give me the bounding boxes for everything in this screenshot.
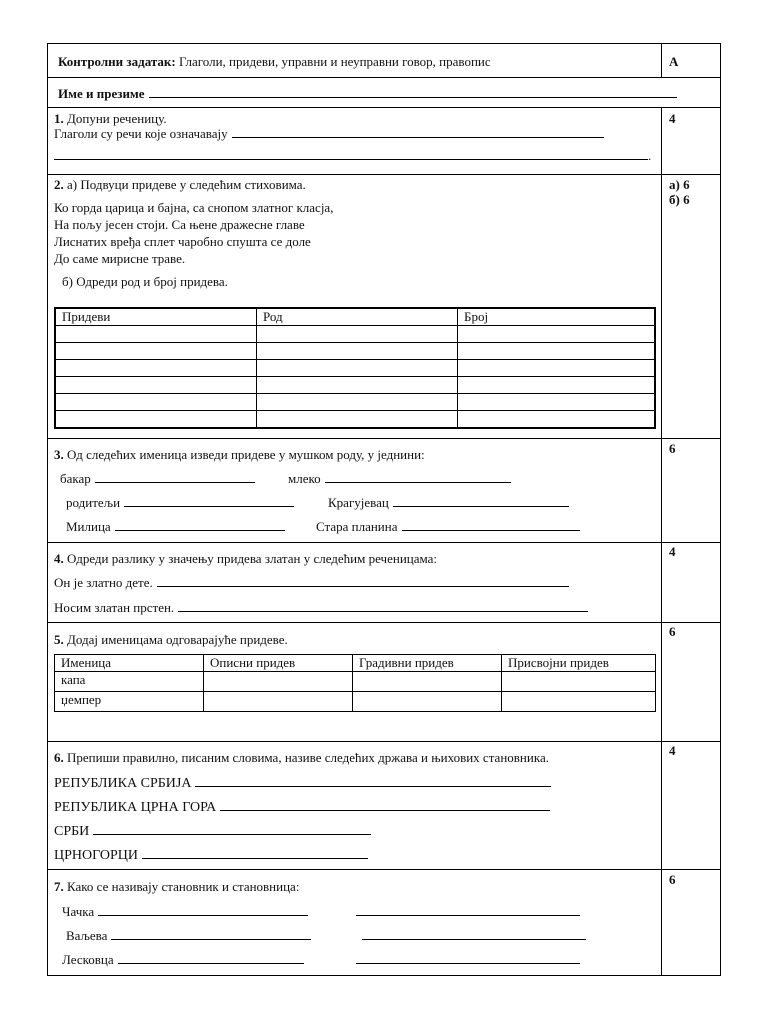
divider (48, 622, 720, 623)
answer-cell[interactable] (502, 672, 656, 692)
q4-answer-1[interactable]: Он је златно дете. (54, 575, 569, 590)
q2-points-a: а) 6 (669, 177, 690, 192)
answer-cell[interactable] (55, 411, 257, 429)
answer-cell[interactable] (458, 343, 656, 360)
q6-item[interactable]: СРБИ (54, 823, 371, 839)
q3-points: 6 (669, 441, 676, 456)
table-row (55, 411, 655, 429)
table-row (55, 394, 655, 411)
table-header: Градивни придев (353, 655, 502, 672)
q5-points: 6 (669, 624, 676, 639)
q7-item[interactable]: Лесковца (62, 952, 304, 967)
q7-instruction: 7. Како се називају становник и становница: (54, 879, 300, 894)
table-header: Род (257, 308, 458, 326)
divider (48, 542, 720, 543)
poem-line: Лиснатих вређа сплет чаробно спушта се доле (54, 234, 311, 249)
poem-line: Ко горда царица и бајна, са снопом златног класја, (54, 200, 334, 215)
table-row (55, 360, 655, 377)
q2-points-b: б) 6 (669, 192, 690, 207)
q4-answer-2[interactable]: Носим златан прстен. (54, 600, 588, 615)
q4-points: 4 (669, 544, 676, 559)
noun-cell: џемпер (55, 692, 204, 712)
answer-cell[interactable] (502, 692, 656, 712)
q6-points: 4 (669, 743, 676, 758)
q2-instruction-a: 2. а) Подвуци придеве у следећим стиховима. (54, 177, 306, 192)
table-header: Присвојни придев (502, 655, 656, 672)
q6-instruction: 6. Препиши правилно, писаним словима, називе следећих држава и њихових становника. (54, 750, 549, 765)
q7-item[interactable]: Чачка (62, 904, 308, 919)
divider (48, 741, 720, 742)
q1-points: 4 (669, 111, 676, 126)
worksheet-frame (47, 43, 721, 976)
name-field[interactable]: Име и презиме (58, 86, 677, 101)
divider (48, 107, 720, 108)
answer-cell[interactable] (55, 377, 257, 394)
q3-item[interactable]: Милица (66, 519, 285, 534)
table-row (55, 326, 655, 343)
q1-instruction: 1. Допуни реченицу. (54, 111, 167, 126)
answer-cell[interactable] (204, 692, 353, 712)
q7-points: 6 (669, 872, 676, 887)
q6-item[interactable]: РЕПУБЛИКА СРБИЈА (54, 775, 551, 791)
column-divider (661, 44, 662, 77)
answer-cell[interactable] (55, 394, 257, 411)
q4-instruction: 4. Одреди разлику у значењу придева златан у следећим реченицама: (54, 551, 438, 566)
nouns-table (54, 654, 656, 712)
answer-cell[interactable] (55, 326, 257, 343)
divider (48, 174, 720, 175)
table-row (55, 377, 655, 394)
answer-cell[interactable] (353, 672, 502, 692)
divider (48, 438, 720, 439)
answer-cell[interactable] (257, 411, 458, 429)
q3-item[interactable]: млеко (288, 471, 511, 486)
answer-cell[interactable] (458, 411, 656, 429)
q7-answer-line[interactable] (356, 952, 580, 967)
q3-item[interactable]: бакар (60, 471, 255, 486)
table-header: Придеви (55, 308, 257, 326)
column-divider (661, 107, 662, 975)
q1-answer[interactable]: Глаголи су речи које означавају (54, 126, 604, 141)
answer-cell[interactable] (204, 672, 353, 692)
page-title: Контролни задатак: Глаголи, придеви, управни и неуправни говор, правопис (58, 54, 491, 69)
answer-cell[interactable] (458, 360, 656, 377)
answer-cell[interactable] (257, 377, 458, 394)
divider (48, 869, 720, 870)
table-row (55, 692, 656, 712)
poem-line: До саме мирисне траве. (54, 251, 186, 266)
table-row (55, 343, 655, 360)
group-label: А (669, 54, 679, 69)
q7-item[interactable]: Ваљева (66, 928, 311, 943)
adjectives-table (54, 307, 656, 429)
answer-cell[interactable] (458, 377, 656, 394)
answer-cell[interactable] (353, 692, 502, 712)
poem-line: На пољу јесен стоји. Са њене дражесне главе (54, 217, 305, 232)
q3-instruction: 3. Од следећих именица изведи придеве у мушком роду, у једнини: (54, 447, 425, 462)
answer-cell[interactable] (55, 360, 257, 377)
q6-item[interactable]: ЦРНОГОРЦИ (54, 847, 368, 863)
q5-instruction: 5. Додај именицама одговарајуће придеве. (54, 632, 288, 647)
divider (48, 77, 720, 78)
q3-item[interactable]: Крагујевац (328, 495, 569, 510)
q2-instruction-b: б) Одреди род и број придева. (62, 274, 228, 289)
table-header: Описни придев (204, 655, 353, 672)
table-row (55, 672, 656, 692)
noun-cell: капа (55, 672, 204, 692)
answer-cell[interactable] (257, 394, 458, 411)
table-header: Именица (55, 655, 204, 672)
q7-answer-line[interactable] (362, 928, 586, 943)
answer-cell[interactable] (458, 326, 656, 343)
q3-item[interactable]: родитељи (66, 495, 294, 510)
q6-item[interactable]: РЕПУБЛИКА ЦРНА ГОРА (54, 799, 550, 815)
answer-cell[interactable] (257, 360, 458, 377)
q3-item[interactable]: Стара планина (316, 519, 580, 534)
q7-answer-line[interactable] (356, 904, 580, 919)
q1-answer-line-2[interactable]: . (54, 148, 651, 163)
answer-cell[interactable] (55, 343, 257, 360)
answer-cell[interactable] (458, 394, 656, 411)
answer-cell[interactable] (257, 343, 458, 360)
answer-cell[interactable] (257, 326, 458, 343)
table-header: Број (458, 308, 656, 326)
